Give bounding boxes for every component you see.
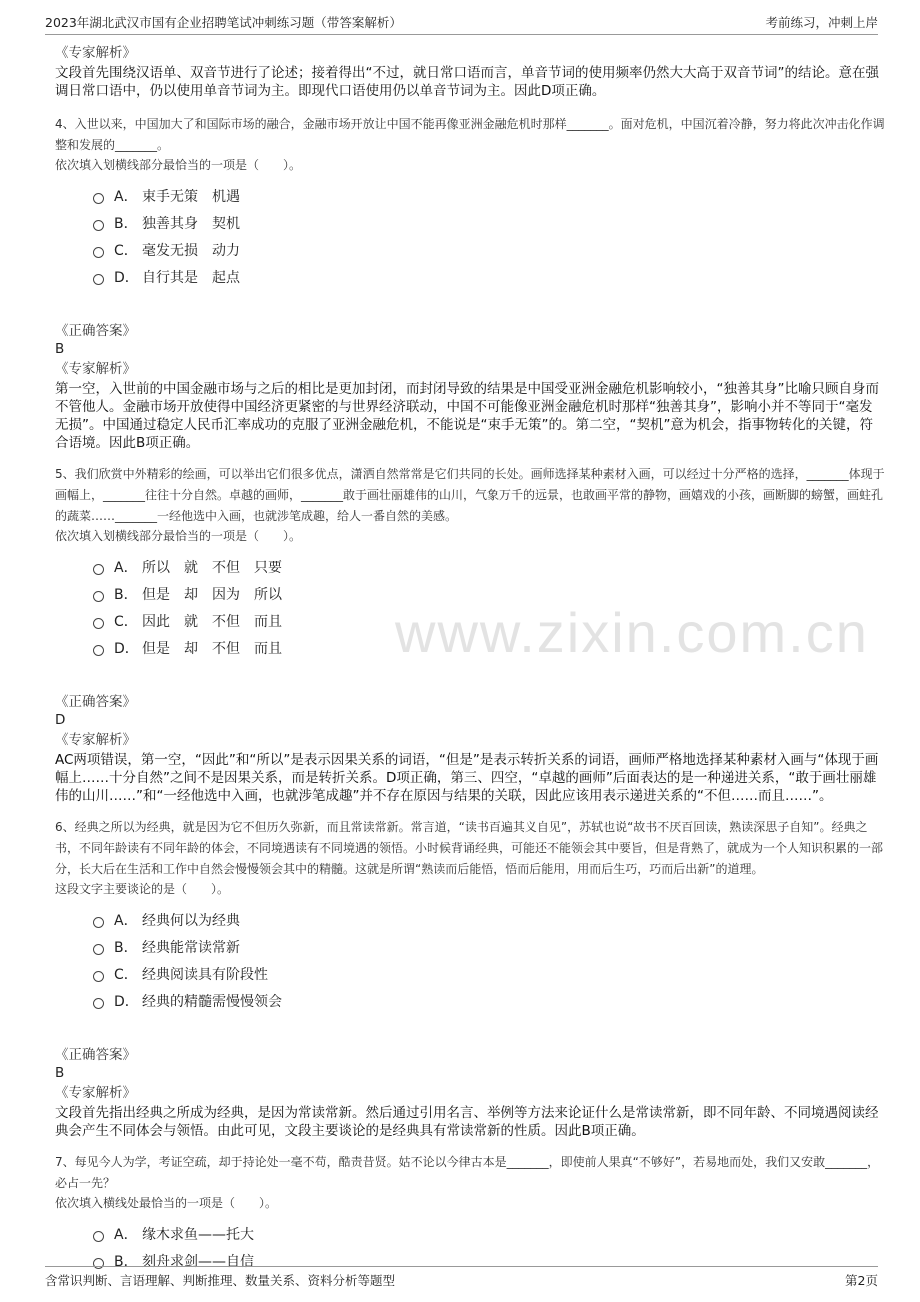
radio-icon[interactable] bbox=[93, 618, 104, 629]
explanation-text: AC两项错误，第一空，“因此”和“所以”是表示因果关系的词语，“但是”是表示转折关系的词语，画师严格地选择某种素材入画与“体现于画幅上……十分自然”之间不是因果关系，而是转折关系。D项正确，第三、四空，“卓越的画师”后面表达的是一种递进关系，“敢于画壮丽雄伟的山川……”和“一经他选中入画，也就涉笔成趣”并不存在原因与结果的关联，因此应该用表示递进关系的“不但……而且……”。 bbox=[55, 752, 879, 804]
option-d[interactable]: D． 但是 却 不但 而且 bbox=[93, 634, 885, 661]
question-text: 5、我们欣赏中外精彩的绘画，可以举出它们很多优点，潇洒自然常常是它们共同的长处。画师选择某种素材入画，可以经过十分严格的选择，_______体现于画幅上，_______往往十分自然。卓越的画师，_______敢于画壮丽雄伟的山川，气象万千的远景，也敢画平常的静物，画嬉戏的小孩，画断脚的螃蟹，画蛀孔的蔬菜……_______一经他选中入画，也就涉笔成趣，给人一番自然的美感。 bbox=[55, 467, 885, 523]
option-d[interactable]: D． 经典的精髓需慢慢领会 bbox=[93, 987, 885, 1014]
question-4 bbox=[55, 114, 885, 452]
explanation-label: 《专家解析》 bbox=[55, 45, 136, 61]
question-text: 6、经典之所以为经典，就是因为它不但历久弥新，而且常读常新。常言道，“读书百遍其义自见”，苏轼也说“故书不厌百回读，熟读深思子自知”。经典之书，不同年龄读有不同年龄的体会，不同境遇读有不同境遇的领悟。小时候背诵经典，可能还不能领会其中要旨，但是背熟了，就成为一个人知识积累的一部分，长大后在生活和工作中自然会慢慢领会其中的精髓。这就是所谓“熟读而后能悟，悟而后能用，用而后生巧，巧而后出新”的道理。 bbox=[55, 820, 884, 876]
answer-label: 《正确答案》 bbox=[55, 1047, 136, 1063]
radio-icon[interactable] bbox=[93, 998, 104, 1009]
option-b[interactable]: B． 刻舟求剑——自信 bbox=[93, 1247, 885, 1274]
prev-explanation bbox=[55, 44, 885, 100]
document-title: 2023年湖北武汉市国有企业招聘笔试冲刺练习题（带答案解析） bbox=[45, 15, 402, 30]
options-list bbox=[93, 182, 885, 290]
explanation-text: 文段首先指出经典之所成为经典，是因为常读常新。然后通过引用名言、举例等方法来论证什么是常读常新，即不同年龄、不同境遇阅读经典会产生不同体会与领悟。由此可见，文段主要谈论的是经典具有常读常新的性质。因此B项正确。 bbox=[55, 1105, 879, 1139]
options-list bbox=[93, 553, 885, 661]
question-7 bbox=[55, 1152, 885, 1274]
page-content bbox=[55, 44, 885, 1274]
page-number: 第2页 bbox=[845, 1273, 878, 1288]
answer-value: B bbox=[55, 341, 65, 357]
question-text: 4、入世以来，中国加大了和国际市场的融合，金融市场开放让中国不能再像亚洲金融危机时那样_______。面对危机，中国沉着冷静，努力将此次冲击化作调整和发展的_______。 bbox=[55, 117, 885, 152]
question-prompt: 这段文字主要谈论的是（ ）。 bbox=[55, 882, 230, 896]
radio-icon[interactable] bbox=[93, 645, 104, 656]
answer-value: B bbox=[55, 1065, 65, 1081]
explanation-label: 《专家解析》 bbox=[55, 361, 136, 377]
explanation-label: 《专家解析》 bbox=[55, 1085, 136, 1101]
page-header bbox=[45, 10, 878, 35]
option-d[interactable]: D． 自行其是 起点 bbox=[93, 263, 885, 290]
radio-icon[interactable] bbox=[93, 971, 104, 982]
option-c[interactable]: C． 因此 就 不但 而且 bbox=[93, 607, 885, 634]
radio-icon[interactable] bbox=[93, 247, 104, 258]
option-b[interactable]: B． 独善其身 契机 bbox=[93, 209, 885, 236]
header-slogan: 考前练习，冲刺上岸 bbox=[765, 15, 878, 30]
answer-value: D bbox=[55, 712, 66, 728]
radio-icon[interactable] bbox=[93, 1231, 104, 1242]
radio-icon[interactable] bbox=[93, 193, 104, 204]
option-a[interactable]: A． 经典何以为经典 bbox=[93, 906, 885, 933]
option-a[interactable]: A． 所以 就 不但 只要 bbox=[93, 553, 885, 580]
radio-icon[interactable] bbox=[93, 564, 104, 575]
watermark: www.zixin.com.cn bbox=[395, 601, 869, 664]
page-footer bbox=[45, 1266, 878, 1293]
options-list bbox=[93, 906, 885, 1014]
radio-icon[interactable] bbox=[93, 220, 104, 231]
option-b[interactable]: B． 经典能常读常新 bbox=[93, 933, 885, 960]
explanation-text: 第一空，入世前的中国金融市场与之后的相比是更加封闭，而封闭导致的结果是中国受亚洲金融危机影响较小，“独善其身”比喻只顾自身而不管他人。金融市场开放使得中国经济更紧密的与世界经济联动，中国不可能像亚洲金融危机时那样“独善其身”，影响小并不等同于“毫发无损”。中国通过稳定人民币汇率成功的克服了亚洲金融危机，不能说是“束手无策”的。第二空，“契机”意为机会，指事物转化的关键，符合语境。因此B项正确。 bbox=[55, 381, 879, 451]
question-prompt: 依次填入划横线部分最恰当的一项是（ ）。 bbox=[55, 529, 302, 543]
question-prompt: 依次填入划横线部分最恰当的一项是（ ）。 bbox=[55, 158, 302, 172]
option-a[interactable]: A． 缘木求鱼——托大 bbox=[93, 1220, 885, 1247]
footer-categories: 含常识判断、言语理解、判断推理、数量关系、资料分析等题型 bbox=[45, 1273, 396, 1288]
option-c[interactable]: C． 毫发无损 动力 bbox=[93, 236, 885, 263]
answer-label: 《正确答案》 bbox=[55, 323, 136, 339]
question-prompt: 依次填入横线处最恰当的一项是（ ）。 bbox=[55, 1196, 278, 1210]
option-c[interactable]: C． 经典阅读具有阶段性 bbox=[93, 960, 885, 987]
answer-label: 《正确答案》 bbox=[55, 694, 136, 710]
option-a[interactable]: A． 束手无策 机遇 bbox=[93, 182, 885, 209]
question-5 bbox=[55, 464, 885, 805]
radio-icon[interactable] bbox=[93, 944, 104, 955]
radio-icon[interactable] bbox=[93, 917, 104, 928]
option-b[interactable]: B． 但是 却 因为 所以 bbox=[93, 580, 885, 607]
radio-icon[interactable] bbox=[93, 591, 104, 602]
question-text: 7、每见今人为学，考证空疏，却于持论处一毫不苟，酷责昔贤。姑不论以今律古本是_______，即使前人果真“不够好”，若易地而处，我们又安敢_______，必占一先？ bbox=[55, 1155, 880, 1190]
explanation-text: 文段首先围绕汉语单、双音节进行了论述；接着得出“不过，就日常口语而言，单音节词的使用频率仍然大大高于双音节词”的结论。意在强调日常口语中，仍以使用单音节词为主。即现代口语使用仍以单音节词为主。因此D项正确。 bbox=[55, 65, 879, 99]
question-6 bbox=[55, 817, 885, 1140]
radio-icon[interactable] bbox=[93, 274, 104, 285]
explanation-label: 《专家解析》 bbox=[55, 732, 136, 748]
